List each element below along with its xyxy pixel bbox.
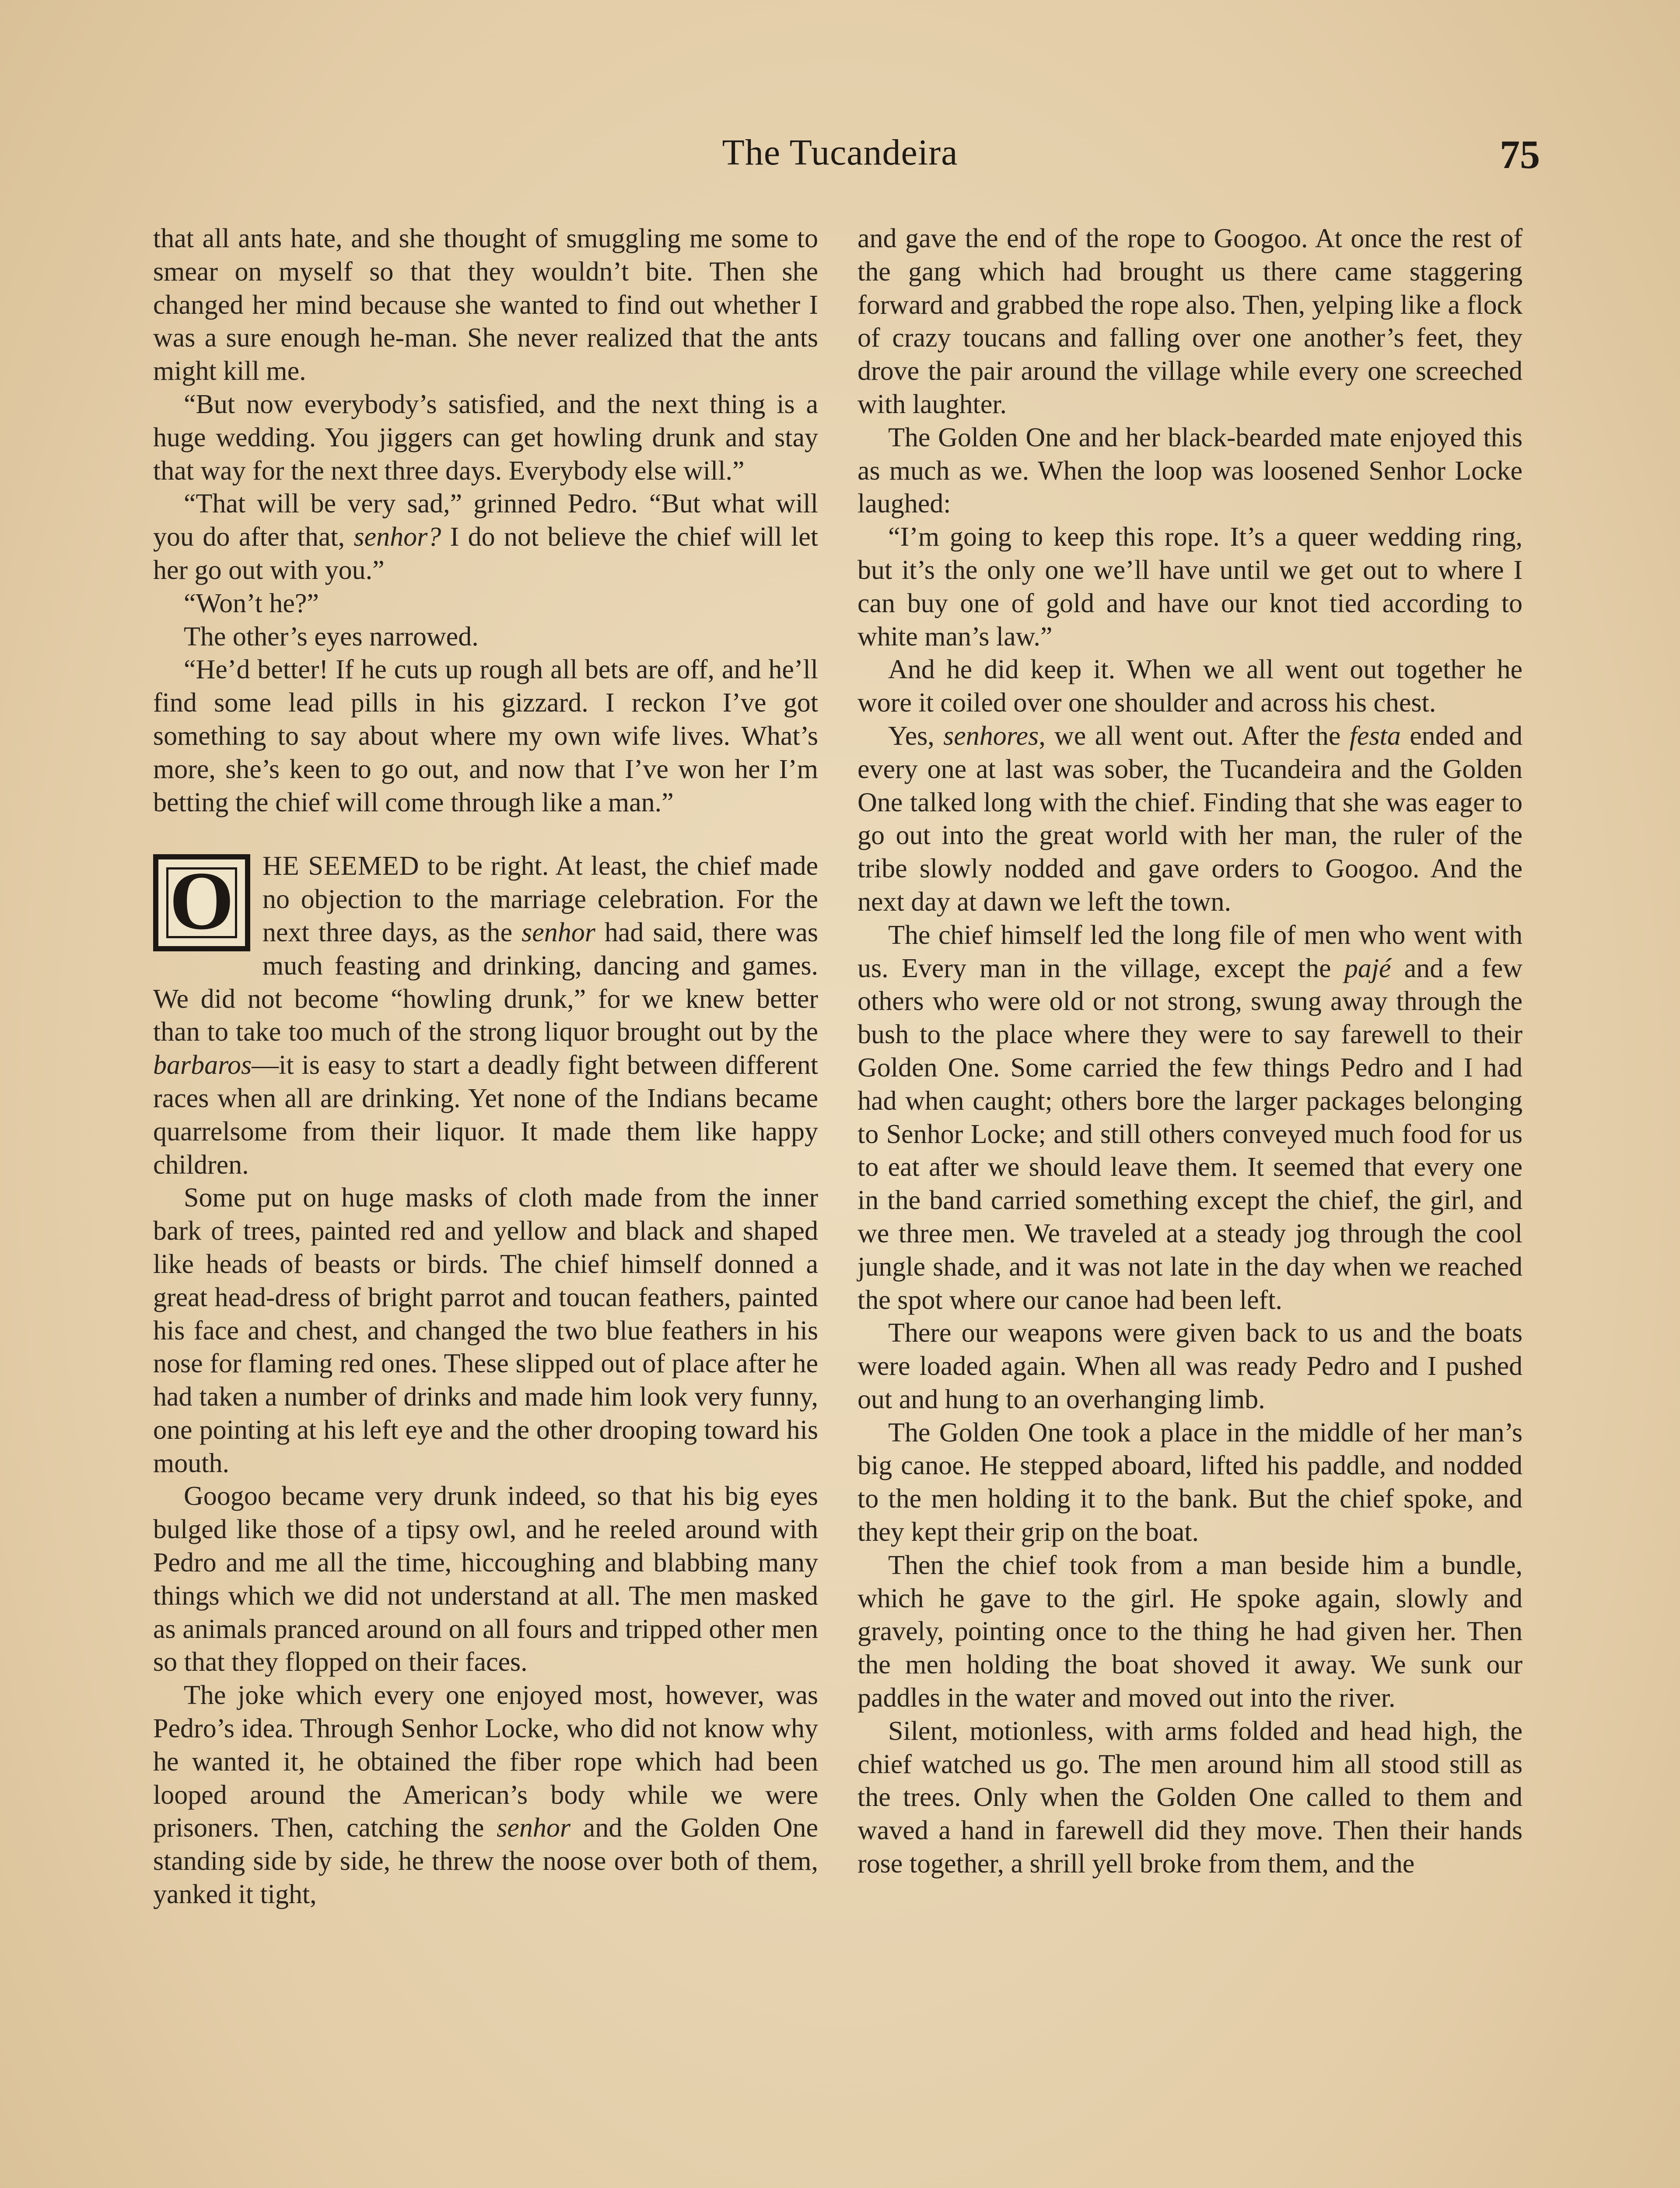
page-number: 75	[1500, 132, 1540, 177]
paragraph-text: , we all went out. After the	[1039, 721, 1350, 751]
paragraph-text: “That will be very sad,” grinned Pedro. “But what will you do after that,	[153, 489, 818, 552]
paragraph-text: and the Golden One standing side by side, he threw the noose over both of them, yanked it tight,	[153, 1813, 818, 1910]
drop-cap-initial	[153, 854, 250, 951]
paragraph: The Golden One took a place in the middle of her man’s big canoe. He stepped aboard, lifted his paddle, and nodded to the men holding it to the bank. But the chief spoke, and they kept their grip on the boat.	[858, 1417, 1522, 1547]
paragraph-text: to be right. At least, the chief made no objection to the marriage celebration. For the next three days, as the	[262, 851, 818, 947]
left-column	[153, 222, 818, 1911]
paragraph: There our weapons were given back to us and the boats were loaded again. When all was ready Pedro and I pushed out and hung to an overhanging limb.	[858, 1318, 1522, 1414]
paragraph: “Won’t he?”	[184, 588, 319, 618]
paragraph: Some put on huge masks of cloth made from the inner bark of trees, painted red and yellow and black and shaped like heads of beasts or birds. The chief himself donned a great head-dress of bright parrot and toucan feathers, painted his face and chest, and changed the two blue feathers in his nose for flaming red ones. These slipped out of place after he had taken a number of drinks and made him look very funny, one pointing at his left eye and the other drooping toward his mouth.	[153, 1183, 818, 1478]
paragraph: The Golden One and her black-bearded mate enjoyed this as much as we. When the loop was loosened Senhor Locke laughed:	[858, 422, 1522, 519]
italic-word: senhor?	[354, 522, 441, 552]
section-opening-paragraph	[153, 850, 818, 1182]
running-title: The Tucandeira	[722, 132, 958, 173]
italic-word: senhores	[943, 721, 1039, 751]
paragraph: Googoo became very drunk indeed, so that his big eyes bulged like those of a tipsy owl, and he reeled around with Pedro and me all the time, hiccoughing and blabbing many things which we did not understand at all. The men masked as animals pranced around on all fours and tripped other men so that they flopped on their faces.	[153, 1481, 818, 1677]
paragraph-text: and a few others who were old or not strong, swung away through the bush to the place where they were to say farewell to their Golden One. Some carried the few things Pedro and I had had when caught; others bore the larger packages belonging to Senhor Locke; and still others conveyed much food for us to eat after we should leave them. It seemed that every one in the band carried something except the chief, the girl, and we three men. We traveled at a steady jog through the cool jungle shade, and it was not late in the day when we reached the spot where our canoe had been left.	[858, 953, 1522, 1315]
paragraph: “I’m going to keep this rope. It’s a queer wedding ring, but it’s the only one we’ll have until we get out to where I can buy one of gold and have our knot tied according to white man’s law.”	[858, 522, 1522, 652]
italic-word: pajé	[1344, 953, 1391, 983]
paragraph: The other’s eyes narrowed.	[184, 621, 479, 652]
paragraph: Silent, motionless, with arms folded and head high, the chief watched us go. The men around him all stood still as the trees. Only when the Golden One called to them and waved a hand in farewell did they move. Then their hands rose together, a shrill yell broke from them, and the	[858, 1716, 1522, 1879]
paragraph	[858, 919, 1522, 1317]
paragraph: “He’d better! If he cuts up rough all bets are off, and he’ll find some lead pills in his gizzard. I reckon I’ve got something to say about where my own wife lives. What’s more, she’s keen to go out, and now that I’ve won her I’m betting the chief will come through like a man.”	[153, 655, 818, 817]
paragraph-text: had said, there was much feasting and drinking, dancing and games. We did not become “howling drunk,” for we knew better than to take too much of the strong liquor brought out by the	[153, 917, 818, 1047]
lead-in-text: HE SEEMED	[262, 851, 420, 881]
paragraph: “But now everybody’s satisfied, and the next thing is a huge wedding. You jiggers can get howling drunk and stay that way for the next three days. Everybody else will.”	[153, 389, 818, 486]
paragraph-text: —it is easy to start a deadly fight between different races when all are drinking. Yet none of the Indians became quarrelsome from their liquor. It made them like happy children.	[153, 1050, 818, 1180]
paragraph-text: Yes,	[888, 721, 944, 751]
paragraph: And he did keep it. When we all went out together he wore it coiled over one shoulder and across his chest.	[858, 655, 1522, 718]
drop-cap-letter: O	[169, 855, 234, 947]
paragraph-text: I do not believe the chief will let her go out with you.”	[153, 522, 818, 585]
paragraph	[858, 720, 1522, 919]
right-column	[858, 222, 1522, 1881]
paragraph	[153, 487, 818, 587]
italic-word: senhor	[497, 1813, 571, 1843]
italic-word: festa	[1349, 721, 1401, 751]
paragraph: Then the chief took from a man beside him a bundle, which he gave to the girl. He spoke again, slowly and gravely, pointing once to the thing he had given her. Then the men holding the boat shoved it away. We sunk our paddles in the water and moved out into the river.	[858, 1550, 1522, 1713]
paragraph: that all ants hate, and she thought of smuggling me some to smear on myself so that they wouldn’t bite. Then she changed her mind because she wanted to find out whether I was a sure enough he-man. She never realized that the ants might kill me.	[153, 224, 818, 386]
running-header	[0, 131, 1680, 184]
paragraph-text: The chief himself led the long file of men who went with us. Every man in the village, except the	[858, 920, 1522, 983]
paragraph-text: The joke which every one enjoyed most, however, was Pedro’s idea. Through Senhor Locke, who did not know why he wanted it, he obtained the fiber rope which had been looped around the American’s body while we were prisoners. Then, catching the	[153, 1680, 818, 1843]
section-break	[153, 819, 818, 850]
paragraph	[153, 1679, 818, 1911]
italic-word: barbaros	[153, 1050, 252, 1080]
paragraph: and gave the end of the rope to Googoo. At once the rest of the gang which had brought us there came staggering forward and grabbed the rope also. Then, yelping like a flock of crazy toucans and falling over one another’s feet, they drove the pair around the village while every one screeched with laughter.	[858, 224, 1522, 419]
italic-word: senhor	[522, 917, 595, 947]
paragraph-text: ended and every one at last was sober, the Tucandeira and the Golden One talked long with the chief. Finding that she was eager to go out into the great world with her man, the ruler of the tribe slowly nodded and gave orders to Googoo. And the next day at dawn we left the town.	[858, 721, 1523, 917]
